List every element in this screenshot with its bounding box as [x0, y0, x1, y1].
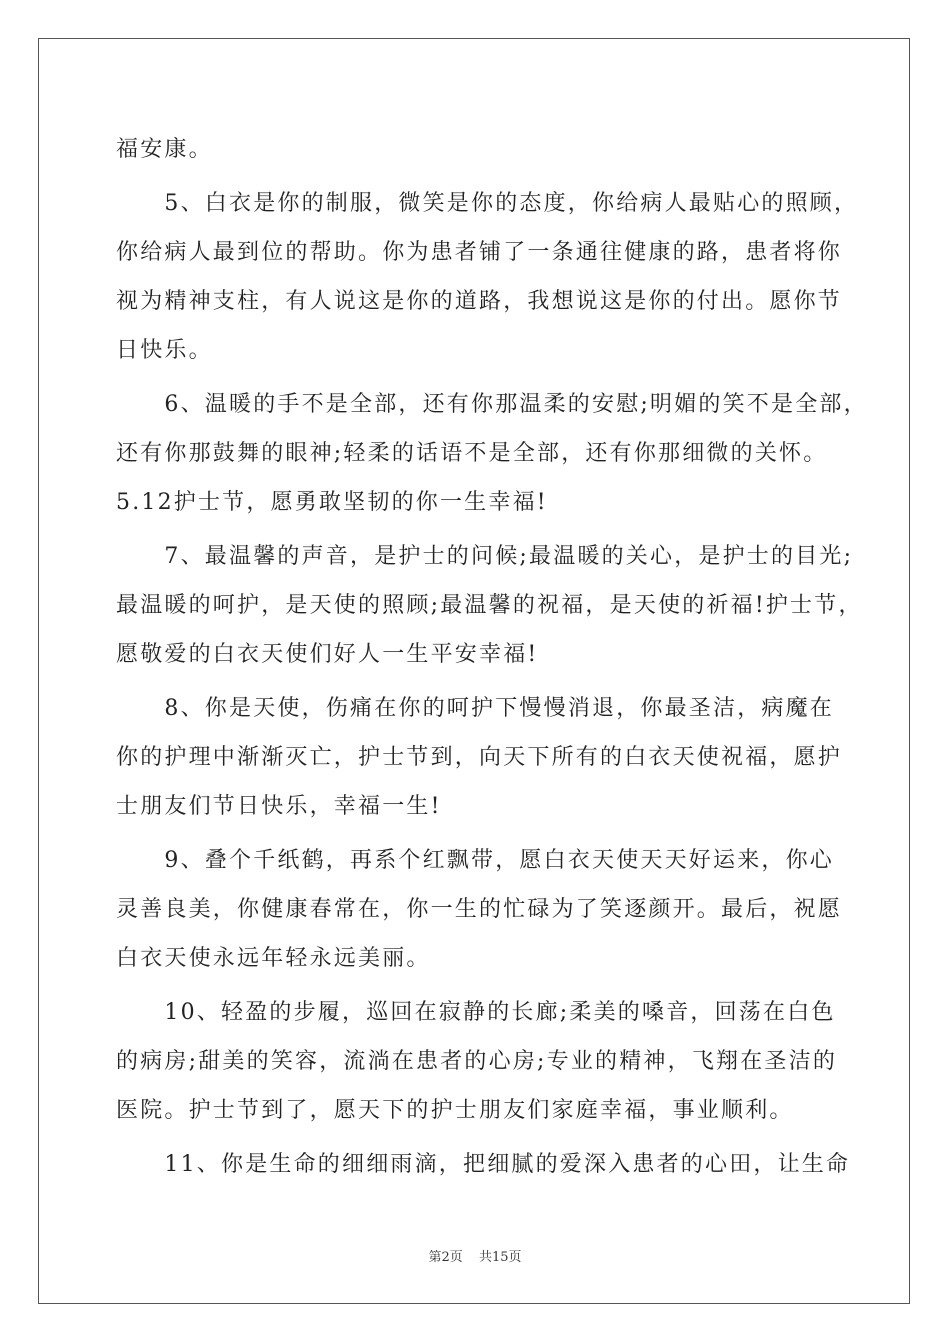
- text-line: 10、轻盈的步履，巡回在寂静的长廊;柔美的嗓音，回荡在白色: [116, 1000, 836, 1025]
- text-line: 白衣天使永远年轻永远美丽。: [116, 946, 431, 971]
- text-line: 9、叠个千纸鹤，再系个红飘带，愿白衣天使天天好运来，你心: [116, 848, 834, 873]
- text-line: 5.12护士节，愿勇敢坚韧的你一生幸福!: [116, 490, 548, 515]
- text-line: 你的护理中渐渐灭亡，护士节到，向天下所有的白衣天使祝福，愿护: [116, 745, 843, 770]
- paragraph: [116, 179, 859, 375]
- text-line: 福安康。: [116, 137, 213, 162]
- paragraph: [116, 125, 836, 174]
- text-line: 士朋友们节日快乐，幸福一生!: [116, 794, 442, 819]
- text-line: 7、最温馨的声音，是护士的问候;最温暖的关心，是护士的目光;: [116, 544, 854, 569]
- text-line: 8、你是天使，伤痛在你的呵护下慢慢消退，你最圣洁，病魔在: [116, 696, 834, 721]
- paragraph: [116, 532, 863, 679]
- text-line: 你给病人最到位的帮助。你为患者铺了一条通往健康的路，患者将你: [116, 240, 843, 265]
- page-footer: [0, 1246, 950, 1265]
- page-number: 第2页: [428, 1250, 463, 1265]
- paragraph: [116, 836, 843, 983]
- page-total: 共15页: [478, 1250, 522, 1265]
- text-line: 医院。护士节到了，愿天下的护士朋友们家庭幸福，事业顺利。: [116, 1098, 794, 1123]
- paragraph: [116, 684, 843, 831]
- text-line: 愿敬爱的白衣天使们好人一生平安幸福!: [116, 642, 539, 667]
- text-line: 最温暖的呵护，是天使的照顾;最温馨的祝福，是天使的祈福!护士节，: [116, 593, 863, 618]
- paragraph: [116, 988, 836, 1135]
- text-line: 视为精神支柱，有人说这是你的道路，我想说这是你的付出。愿你节: [116, 289, 843, 314]
- text-line: 还有你那鼓舞的眼神;轻柔的话语不是全部，还有你那细微的关怀。: [116, 441, 828, 466]
- text-line: 6、温暖的手不是全部，还有你那温柔的安慰;明媚的笑不是全部，: [116, 392, 868, 417]
- text-line: 的病房;甜美的笑容，流淌在患者的心房;专业的精神，飞翔在圣洁的: [116, 1049, 838, 1074]
- paragraph: [116, 380, 868, 527]
- document-body: [116, 125, 868, 1189]
- text-line: 5、白衣是你的制服，微笑是你的态度，你给病人最贴心的照顾，: [116, 191, 859, 216]
- paragraph: [116, 1140, 851, 1189]
- text-line: 日快乐。: [116, 338, 213, 363]
- text-line: 11、你是生命的细细雨滴，把细腻的爱深入患者的心田，让生命: [116, 1152, 851, 1177]
- text-line: 灵善良美，你健康春常在，你一生的忙碌为了笑逐颜开。最后，祝愿: [116, 897, 843, 922]
